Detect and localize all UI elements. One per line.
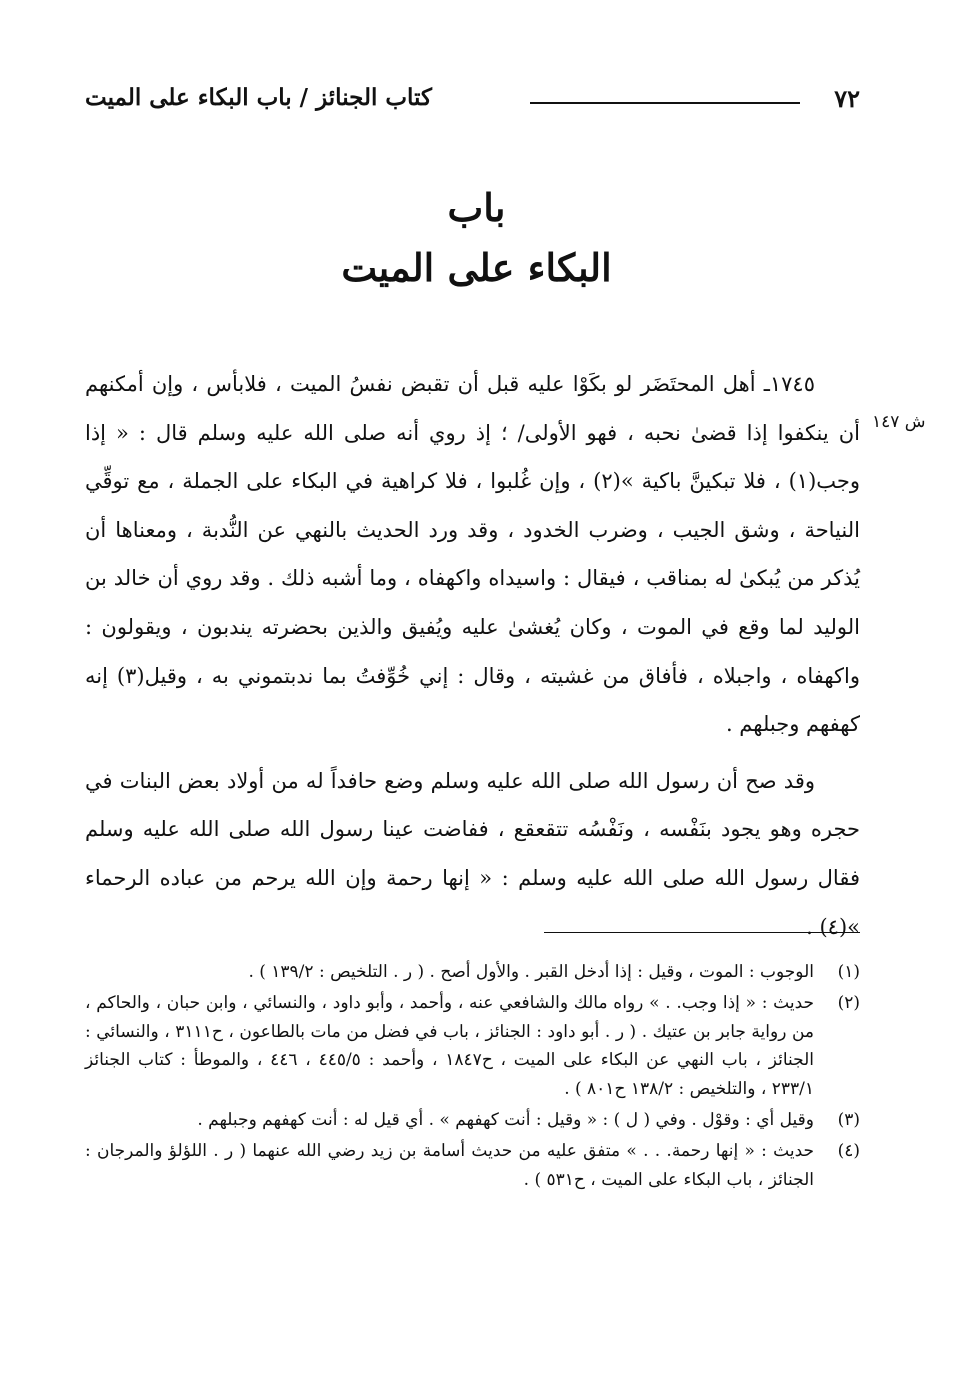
footnote-text: حديث : « إنها رحمة. . . » متفق عليه من حديث أسامة بن زيد رضي الله عنهما ( ر . اللؤلؤ والمرجان : الجنائز ، باب البكاء على الميت ، ح٥٣١ ) . [85,1141,814,1190]
chapter-heading [0,178,953,298]
footnote [85,1106,860,1134]
paragraph: ١٧٤٥ـ أهل المحتَضَر لو بكَوْا عليه قبل أن تقبض نفسُ الميت ، فلابأس ، وإن أمكنهم أن ينكفوا إذا قضىٰ نحبه ، فهو الأولى/ ؛ إذ روي أنه صلى الله عليه وسلم قال : « إذا وجب(١) ، فلا تبكينَّ باكية »(٢) ، وإن غُلبوا ، فلا كراهية في البكاء على الجملة ، مع توقِّي النياحة ، وشق الجيب ، وضرب الخدود ، وقد ورد الحديث بالنهي عن النُّدبة ، ومعناها أن يُذكر من يُبكىٰ له بمناقب ، فيقال : واسيداه واكهفاه ، وما أشبه ذلك . وقد روي أن خالد بن الوليد لما وقع في الموت ، وكان يُغشىٰ عليه ويُفيق والذين بحضرته يندبون ، ويقولون : واكهفاه ، واجبلاه ، فأفاق من غشيته ، وقال : إني خُوِّفتُ بما ندبتموني به ، وقيل(٣) إنه كهفهم وجبلهم . [85,372,860,737]
footnote-text: وقيل أي : وقوْل . وفي ( ل ) : « وقيل : أنت كهفهم » . أي قيل له : أنت كهفهم وجبلهم . [197,1110,814,1131]
footnote [85,958,860,986]
footnote-number: (٢) [837,993,860,1014]
running-header [85,82,860,122]
footnote-number: (١) [837,962,860,982]
footnote-number: (٣) [837,1110,860,1131]
margin-page-reference: ش ١٤٧ [872,412,926,432]
header-rule [530,102,800,104]
footnote-text: الوجوب : الموت ، وقيل : إذا أدخل القبر . والأول أصح . ( ر . التلخيص : ١٣٩/٢ ) . [248,962,814,982]
footnotes [85,958,860,1197]
page-number: ٧٢ [834,84,860,113]
running-title: كتاب الجنائز / باب البكاء على الميت [85,84,432,111]
paragraph: وقد صح أن رسول الله صلى الله عليه وسلم وضع حافداً له من أولاد بعض البنات في حجره وهو يجود بنَفْسه ، ونَفْسُه تتقعقع ، ففاضت عينا رسول الله صلى الله عليه وسلم فقال رسول الله صلى الله عليه وسلم : « إنها رحمة وإن الله يرحم من عباده الرحماء »(٤) . [85,768,860,939]
chapter-label: باب [447,185,506,230]
footnote-number: (٤) [837,1141,860,1162]
footnote-text: حديث : « إذا وجب. . » رواه مالك والشافعي عنه ، وأحمد ، وأبو داود ، والنسائي ، وابن حبان ، والحاكم ، من رواية جابر بن عتيك . ( ر . أبو داود : الجنائز ، باب في فضل من مات بالطاعون ، ح٣١١١ ، والنسائي : الجنائز ، باب النهي عن البكاء على الميت ، ح١٨٤٧ ، وأحمد : ٤٤٥/٥ ، ٤٤٦ ، والموطأ : كتاب الجنائز ٢٣٣/١ ، والتلخيص : ١٣٨/٢ ح٨٠١ ) . [85,993,815,1099]
footnote [85,1137,860,1194]
chapter-title: البكاء على الميت [341,245,612,290]
footnote-separator [544,932,860,933]
main-text [85,360,860,951]
footnote [85,989,860,1103]
